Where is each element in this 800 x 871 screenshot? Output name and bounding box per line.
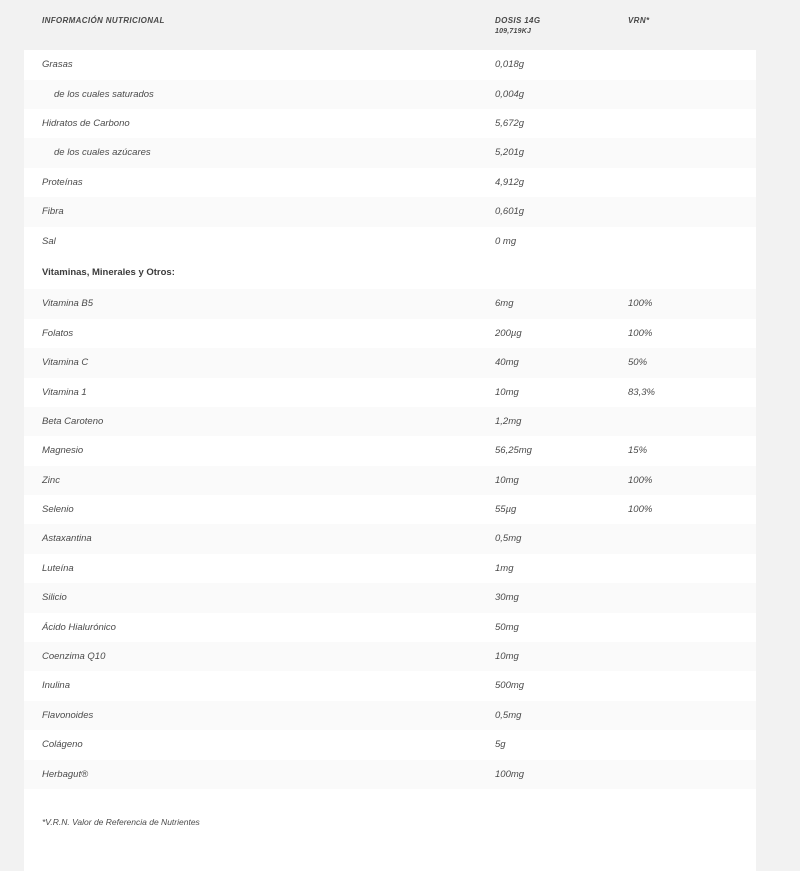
nutrient-vrn: 100% — [624, 319, 756, 348]
nutrient-name: Ácido Hialurónico — [24, 613, 489, 642]
column-header-name: INFORMACIÓN NUTRICIONAL — [24, 0, 489, 50]
section-header-row — [24, 256, 756, 289]
table-row — [24, 227, 756, 256]
nutrient-vrn — [624, 642, 756, 671]
nutrient-dose: 4,912g — [489, 168, 624, 197]
table-header-row — [24, 0, 756, 50]
nutrient-vrn — [624, 730, 756, 759]
nutrient-vrn — [624, 407, 756, 436]
nutrient-vrn — [624, 50, 756, 79]
nutrient-dose: 56,25mg — [489, 436, 624, 465]
nutrient-vrn: 15% — [624, 436, 756, 465]
table-body — [24, 50, 756, 871]
nutrient-name: Hidratos de Carbono — [24, 109, 489, 138]
table-row — [24, 289, 756, 318]
nutrient-vrn: 100% — [624, 495, 756, 524]
table-row — [24, 319, 756, 348]
table-row — [24, 348, 756, 377]
nutrient-dose: 5g — [489, 730, 624, 759]
nutrient-name: Inulina — [24, 671, 489, 700]
nutrient-vrn — [624, 524, 756, 553]
nutrient-name: de los cuales azúcares — [24, 138, 489, 167]
nutrient-name: de los cuales saturados — [24, 80, 489, 109]
table-row — [24, 168, 756, 197]
nutrient-dose: 500mg — [489, 671, 624, 700]
table-row — [24, 80, 756, 109]
column-header-dose-label: DOSIS 14G — [495, 16, 541, 25]
table-row — [24, 407, 756, 436]
nutrient-vrn — [624, 554, 756, 583]
footnote-text: *V.R.N. Valor de Referencia de Nutrientes — [24, 807, 756, 843]
nutrient-vrn — [624, 701, 756, 730]
table-row — [24, 109, 756, 138]
nutrient-dose: 0 mg — [489, 227, 624, 256]
nutrient-vrn — [624, 227, 756, 256]
table-row — [24, 554, 756, 583]
nutrient-dose: 0,5mg — [489, 524, 624, 553]
nutrient-vrn: 100% — [624, 466, 756, 495]
nutrient-dose: 10mg — [489, 378, 624, 407]
table-row — [24, 495, 756, 524]
nutrient-name: Silicio — [24, 583, 489, 612]
nutrient-vrn — [624, 583, 756, 612]
nutrient-vrn — [624, 613, 756, 642]
nutrient-dose: 5,201g — [489, 138, 624, 167]
nutrient-vrn — [624, 671, 756, 700]
nutrient-vrn: 83,3% — [624, 378, 756, 407]
nutrient-dose: 0,004g — [489, 80, 624, 109]
table-spacer-row — [24, 789, 756, 807]
table-row — [24, 671, 756, 700]
nutrient-name: Selenio — [24, 495, 489, 524]
nutrient-dose: 0,018g — [489, 50, 624, 79]
nutrient-name: Coenzima Q10 — [24, 642, 489, 671]
nutrient-vrn — [624, 109, 756, 138]
nutrient-dose: 1mg — [489, 554, 624, 583]
table-row — [24, 436, 756, 465]
nutrient-name: Vitamina B5 — [24, 289, 489, 318]
table-row — [24, 701, 756, 730]
nutrient-vrn: 50% — [624, 348, 756, 377]
table-header — [24, 0, 756, 50]
nutrient-dose: 200µg — [489, 319, 624, 348]
nutrient-name: Astaxantina — [24, 524, 489, 553]
table-row — [24, 613, 756, 642]
table-row — [24, 760, 756, 789]
column-header-dose-energy: 109,719KJ — [495, 27, 532, 35]
column-header-dose — [489, 0, 624, 50]
nutrient-name: Proteínas — [24, 168, 489, 197]
table-row — [24, 466, 756, 495]
nutrient-name: Vitamina C — [24, 348, 489, 377]
nutrient-dose: 30mg — [489, 583, 624, 612]
table-row — [24, 642, 756, 671]
nutrient-dose: 0,601g — [489, 197, 624, 226]
nutrient-vrn — [624, 197, 756, 226]
nutrient-dose: 10mg — [489, 642, 624, 671]
nutrient-name: Fibra — [24, 197, 489, 226]
footnote-row — [24, 807, 756, 843]
nutrient-vrn — [624, 760, 756, 789]
nutrient-name: Colágeno — [24, 730, 489, 759]
nutrient-name: Sal — [24, 227, 489, 256]
nutrient-name: Herbagut® — [24, 760, 489, 789]
nutrient-name: Vitamina 1 — [24, 378, 489, 407]
table-row — [24, 378, 756, 407]
nutrient-dose: 50mg — [489, 613, 624, 642]
nutrient-name: Zinc — [24, 466, 489, 495]
table-row — [24, 197, 756, 226]
nutrient-vrn — [624, 168, 756, 197]
table-row — [24, 583, 756, 612]
nutrient-vrn — [624, 80, 756, 109]
nutrient-dose: 10mg — [489, 466, 624, 495]
table-spacer-cell — [24, 789, 756, 807]
nutrition-table-wrapper — [24, 0, 756, 871]
column-header-vrn: VRN* — [624, 0, 756, 50]
nutrient-name: Flavonoides — [24, 701, 489, 730]
table-row — [24, 138, 756, 167]
nutrient-name: Magnesio — [24, 436, 489, 465]
nutrient-dose: 5,672g — [489, 109, 624, 138]
section-header-label: Vitaminas, Minerales y Otros: — [24, 256, 756, 289]
nutrient-vrn — [624, 138, 756, 167]
table-row — [24, 50, 756, 79]
nutrient-name: Beta Caroteno — [24, 407, 489, 436]
nutrient-dose: 100mg — [489, 760, 624, 789]
table-row — [24, 524, 756, 553]
table-row — [24, 730, 756, 759]
nutrient-dose: 1,2mg — [489, 407, 624, 436]
nutrient-name: Folatos — [24, 319, 489, 348]
table-tail-cell — [24, 843, 756, 871]
nutrition-table — [24, 0, 756, 871]
nutrient-dose: 40mg — [489, 348, 624, 377]
nutrient-name: Luteína — [24, 554, 489, 583]
nutrient-dose: 0,5mg — [489, 701, 624, 730]
nutrient-name: Grasas — [24, 50, 489, 79]
table-tail-row — [24, 843, 756, 871]
nutrient-dose: 55µg — [489, 495, 624, 524]
nutrient-dose: 6mg — [489, 289, 624, 318]
nutrient-vrn: 100% — [624, 289, 756, 318]
